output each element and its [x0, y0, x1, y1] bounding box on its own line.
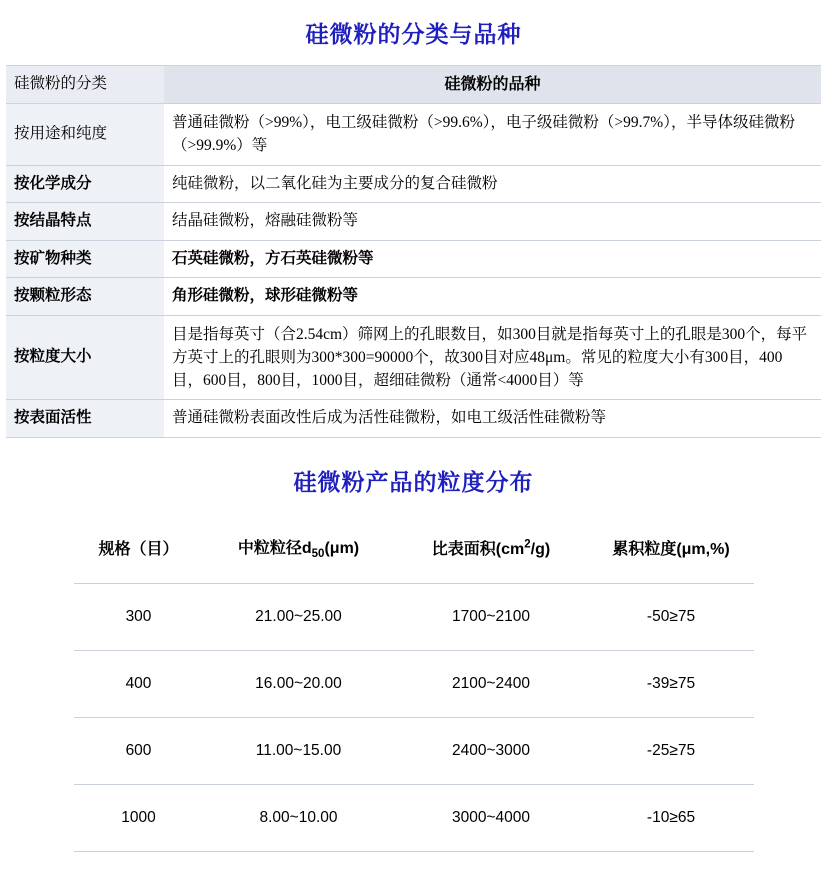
table-row	[74, 650, 754, 717]
cell-spec: 1000	[74, 784, 204, 851]
table1-title: 硅微粉的分类与品种	[305, 21, 522, 48]
table-row	[74, 717, 754, 784]
cell-surface: 1700~2100	[394, 583, 589, 650]
classification-table	[6, 65, 821, 438]
table-row	[6, 104, 821, 166]
table2-header-cumulative: 累积粒度(μm,%)	[589, 513, 754, 584]
row-category: 按用途和纯度	[6, 104, 164, 166]
table-header-row	[6, 66, 821, 104]
cell-spec: 600	[74, 717, 204, 784]
cell-median: 21.00~25.00	[204, 583, 394, 650]
row-value: 结晶硅微粉，熔融硅微粉等	[164, 203, 821, 240]
table-row	[6, 400, 821, 437]
table-row	[74, 583, 754, 650]
cell-cumulative: -50≥75	[589, 583, 754, 650]
cell-surface: 2100~2400	[394, 650, 589, 717]
cell-cumulative: -25≥75	[589, 717, 754, 784]
table2-title: 硅微粉产品的粒度分布	[293, 468, 534, 496]
row-category: 按化学成分	[6, 165, 164, 202]
particle-size-table	[74, 513, 754, 852]
table-row	[6, 278, 821, 315]
row-category: 按结晶特点	[6, 203, 164, 240]
cell-median: 11.00~15.00	[204, 717, 394, 784]
table1-header-variety: 硅微粉的品种	[164, 66, 821, 104]
table-row	[6, 203, 821, 240]
row-value: 普通硅微粉（>99%），电工级硅微粉（>99.6%），电子级硅微粉（>99.7%），半导体级硅微粉（>99.9%）等	[164, 104, 821, 166]
particle-size-table-wrapper	[0, 505, 827, 852]
table-header-row	[74, 513, 754, 584]
row-value: 纯硅微粉，以二氧化硅为主要成分的复合硅微粉	[164, 165, 821, 202]
table2-header-median-diameter: 中粒粒径$d_{50}(\mu m)$	[204, 513, 394, 584]
row-category: 按表面活性	[6, 400, 164, 437]
row-value: 普通硅微粉表面改性后成为活性硅微粉，如电工级活性硅微粉等	[164, 400, 821, 437]
row-category: 按颗粒形态	[6, 278, 164, 315]
table-row	[6, 165, 821, 202]
cell-surface: 2400~3000	[394, 717, 589, 784]
cell-spec: 300	[74, 583, 204, 650]
table2-header-spec: 规格（目）	[74, 513, 204, 584]
row-value: 石英硅微粉，方石英硅微粉等	[164, 240, 821, 277]
table2-header-specific-surface: 比表面积$(cm^2/g)$	[394, 513, 589, 584]
cell-median: 16.00~20.00	[204, 650, 394, 717]
row-value: 目是指每英寸（合2.54cm）筛网上的孔眼数目，如300目就是指每英寸上的孔眼是300个，每平方英寸上的孔眼则为300*300=90000个，故300目对应48μm。常见的粒度大小有300目，400目，600目，800目，1000目，超细硅微粉（通常<4000目）等	[164, 315, 821, 400]
table-row	[6, 315, 821, 400]
cell-cumulative: -39≥75	[589, 650, 754, 717]
table-row	[6, 240, 821, 277]
row-category: 按粒度大小	[6, 315, 164, 400]
table-row	[74, 784, 754, 851]
row-category: 按矿物种类	[6, 240, 164, 277]
table1-header-classification: 硅微粉的分类	[6, 66, 164, 104]
row-value: 角形硅微粉，球形硅微粉等	[164, 278, 821, 315]
cell-spec: 400	[74, 650, 204, 717]
cell-surface: 3000~4000	[394, 784, 589, 851]
cell-median: 8.00~10.00	[204, 784, 394, 851]
cell-cumulative: -10≥65	[589, 784, 754, 851]
